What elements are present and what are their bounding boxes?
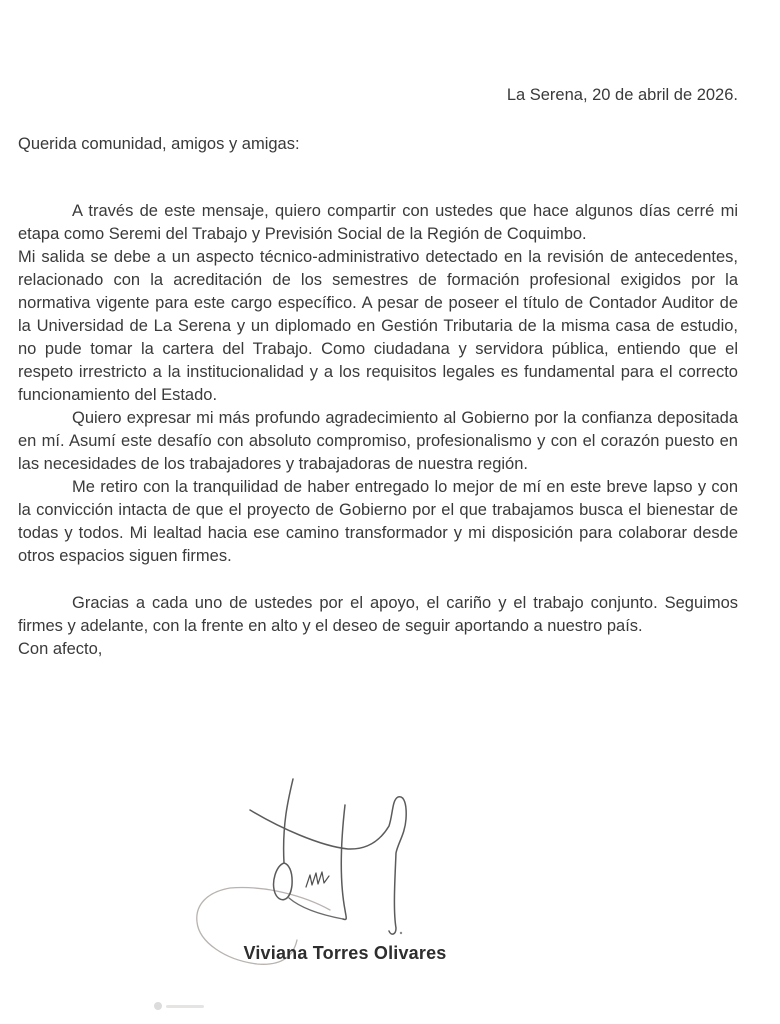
paragraph-thanks: Gracias a cada uno de ustedes por el apoyo, el cariño y el trabajo conjunto. Seguimos firmes y adelante, con la frente en alto y el deseo de seguir aportando a nuestro país.: [18, 594, 738, 635]
watermark-mark: [154, 1002, 204, 1010]
closing-line: Con afecto,: [18, 640, 103, 658]
salutation: Querida comunidad, amigos y amigas:: [18, 135, 300, 153]
letter-body: [18, 200, 738, 661]
paragraph-explanation: Mi salida se debe a un aspecto técnico-administrativo detectado en la revisión de antecedentes, relacionado con la acreditación de los semestres de formación profesional exigidos por la normativa vigente para este cargo específico. A pesar de poseer el título de Contador Auditor de la Universidad de La Serena y un diplomado en Gestión Tributaria de la misma casa de estudio, no pude tomar la cartera del Trabajo. Como ciudadana y servidora pública, entiendo que el respeto irrestricto a la institucionalidad y a los requisitos legales es fundamental para el correcto funcionamiento del Estado.: [18, 248, 738, 404]
signatory-name: Viviana Torres Olivares: [243, 943, 447, 963]
paragraph-gratitude: Quiero expresar mi más profundo agradecimiento al Gobierno por la confianza depositada en mí. Asumí este desafío con absoluto compromiso, profesionalismo y con el corazón puesto en las necesidades de los trabajadores y trabajadoras de nuestra región.: [18, 409, 738, 473]
paragraph-intro: A través de este mensaje, quiero compartir con ustedes que hace algunos días cerré mi etapa como Seremi del Trabajo y Previsión Social de la Región de Coquimbo.: [18, 202, 738, 243]
paragraph-farewell: Me retiro con la tranquilidad de haber entregado lo mejor de mí en este breve lapso y con la convicción intacta de que el proyecto de Gobierno por el que trabajamos busca el bienestar de todas y todos. Mi lealtad hacia ese camino transformador y mi disposición para colaborar desde otros espacios siguen firmes.: [18, 478, 738, 565]
watermark-line: [166, 1005, 204, 1008]
watermark-circle-icon: [154, 1002, 162, 1010]
date-line: La Serena, 20 de abril de 2026.: [506, 86, 738, 104]
